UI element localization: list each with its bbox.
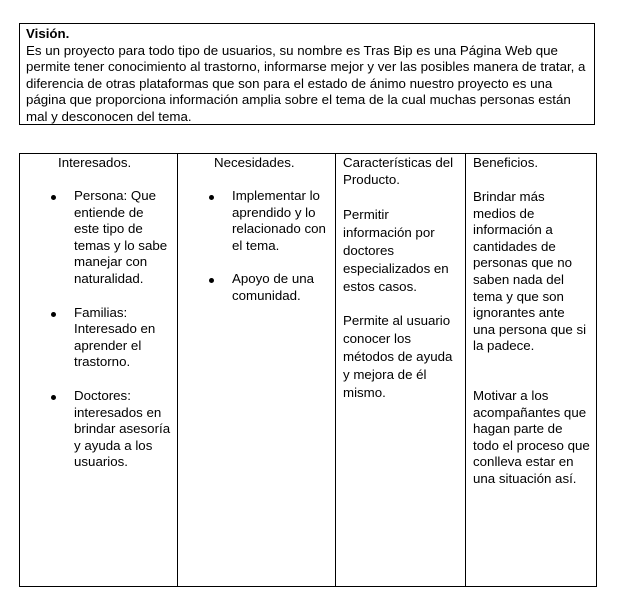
- bullet-icon: [51, 395, 56, 400]
- interesados-list: [20, 188, 177, 471]
- column-beneficios: [465, 154, 596, 586]
- column-necesidades: [177, 154, 335, 586]
- list-item: [20, 188, 177, 288]
- stakeholder-table: [19, 153, 597, 587]
- necesidades-list: [178, 188, 335, 305]
- list-item: [20, 305, 177, 371]
- bullet-icon: [51, 312, 56, 317]
- bullet-icon: [51, 195, 56, 200]
- caracteristicas-paragraph: Permite al usuario conocer los métodos de ayuda y mejora de él mismo.: [343, 313, 453, 401]
- bullet-icon: [209, 278, 214, 283]
- caracteristicas-paragraph: Permitir información por doctores especializados en estos casos.: [343, 207, 449, 295]
- list-item: [178, 188, 335, 254]
- vision-title: Visión.: [26, 26, 70, 41]
- column-interesados: [20, 154, 177, 586]
- vision-box: [19, 23, 595, 125]
- column-header-caracteristicas: Características del Producto.: [343, 155, 454, 187]
- column-header-necesidades: Necesidades.: [214, 155, 295, 170]
- list-item: [178, 271, 335, 304]
- vision-text: Es un proyecto para todo tipo de usuarios, su nombre es Tras Bip es una Página Web que permite tener conocimiento al trastorno, informarse mejor y ver las posibles manera de tratar, a diferencia de otras plataformas que son para el estado de ánimo nuestro proyecto es una página que proporciona información amplia sobre el tema de la cual muchas personas están mal y desconocen del tema.: [26, 42, 586, 124]
- bullet-icon: [209, 195, 214, 200]
- list-item: [20, 388, 177, 471]
- list-item-text: Familias: Interesado en aprender el trastorno.: [74, 304, 156, 370]
- column-caracteristicas: [335, 154, 465, 586]
- beneficios-paragraph: Motivar a los acompañantes que hagan parte de todo el proceso que conlleva estar en una situación así.: [473, 387, 590, 486]
- list-item-text: Implementar lo aprendido y lo relacionado con el tema.: [232, 188, 326, 253]
- beneficios-paragraph: Brindar más medios de información a cantidades de personas que no saben nada del tema y que son ignorantes ante una persona que si la padece.: [473, 189, 587, 354]
- list-item-text: Persona: Que entiende de este tipo de temas y lo sabe manejar con naturalidad.: [74, 188, 168, 286]
- list-item-text: Apoyo de una comunidad.: [232, 271, 315, 303]
- column-header-interesados: Interesados.: [58, 155, 132, 170]
- list-item-text: Doctores: interesados en brindar asesoría y ayuda a los usuarios.: [74, 387, 171, 470]
- column-header-beneficios: Beneficios.: [473, 155, 539, 170]
